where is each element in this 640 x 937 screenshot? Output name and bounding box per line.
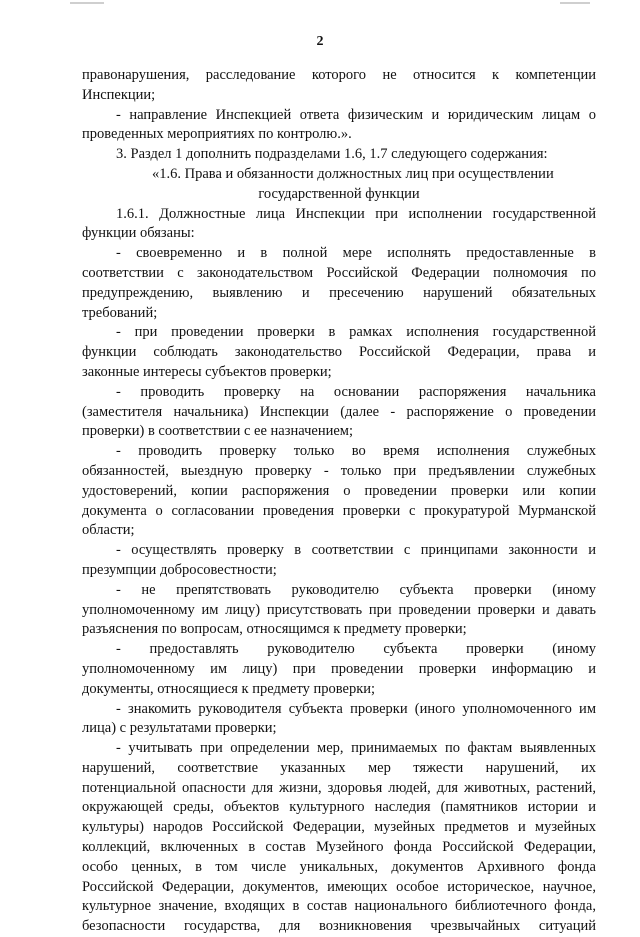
text-line: культурное значение, входящих в состав национального библиотечного фонда, (82, 898, 596, 915)
text-line: удостоверений, копии распоряжения о проведении проверки или копии (82, 482, 596, 499)
text-line: уполномоченному им лицу) присутствовать при проведении проверки и давать (82, 601, 596, 618)
text-line: - осуществлять проверку в соответствии с принципами законности и (116, 542, 596, 559)
text-line: нарушений, соответствие указанных мер тяжести нарушений, их (82, 759, 596, 776)
text-line: безопасности государства, для возникновения чрезвычайных ситуаций (82, 918, 596, 935)
text-line: Российской Федерации, документов, имеющих особое историческое, научное, (82, 878, 596, 895)
text-line: «1.6. Права и обязанности должностных лиц при осуществлении (152, 165, 554, 182)
text-line: проверки) в соответствии с ее назначением; (82, 423, 353, 440)
text-line: Инспекции; (82, 86, 156, 103)
text-line: потенциальной опасности для жизни, здоровья людей, для животных, растений, (82, 779, 596, 796)
text-line: обязанностей, выездную проверку - только при предъявлении служебных (82, 462, 596, 479)
scan-artifact-mark (560, 2, 590, 4)
text-line: лица) с результатами проверки; (82, 720, 277, 737)
text-line: соответствии с законодательством Российской Федерации полномочия по (82, 264, 596, 281)
text-line: предупреждению, выявлению и пресечению нарушений обязательных (82, 284, 596, 301)
text-line: 1.6.1. Должностные лица Инспекции при исполнении государственной (116, 205, 596, 222)
text-line: уполномоченному им лицу) при проведении проверки информацию и (82, 660, 596, 677)
text-line: - при проведении проверки в рамках исполнения государственной (116, 324, 596, 341)
text-line: (заместителя начальника) Инспекции (далее - распоряжение о проведении (82, 403, 596, 420)
text-line: области; (82, 522, 135, 539)
text-line: документы, относящиеся к предмету проверки; (82, 680, 376, 697)
text-line: правонарушения, расследование которого не относится к компетенции (82, 67, 596, 83)
page-number: 2 (316, 34, 324, 49)
text-line: проведенных мероприятиях по контролю.». (82, 126, 352, 143)
text-line: 3. Раздел 1 дополнить подразделами 1.6, 1.7 следующего содержания: (116, 146, 548, 163)
text-line: коллекций, включенных в состав Музейного фонда Российской Федерации, (82, 839, 596, 856)
text-line: окружающей среды, объектов культурного наследия (памятников истории и (82, 799, 596, 816)
text-line: презумпции добросовестности; (82, 561, 277, 578)
document-body (82, 66, 596, 937)
text-line: особо ценных, в том числе уникальных, документов Архивного фонда (82, 858, 596, 875)
text-line: - направление Инспекцией ответа физическим и юридическим лицам о (116, 106, 596, 123)
text-line: государственной функции (258, 185, 420, 202)
text-line: культуры) народов Российской Федерации, музейных предметов и музейных (82, 819, 596, 836)
text-line: - учитывать при определении мер, принимаемых по фактам выявленных (116, 740, 596, 757)
scan-artifact-mark (70, 2, 104, 4)
text-line: законные интересы субъектов проверки; (82, 363, 332, 380)
text-line: - предоставлять руководителю субъекта проверки (иному (116, 641, 596, 658)
text-line: - проводить проверку только во время исполнения служебных (116, 443, 596, 460)
text-line: документа о согласовании проведения проверки с прокуратурой Мурманской (82, 502, 596, 519)
text-line: функции соблюдать законодательство Российской Федерации, права и (82, 344, 596, 361)
text-line: - не препятствовать руководителю субъекта проверки (иному (116, 581, 596, 598)
text-line: - своевременно и в полной мере исполнять предоставленные в (116, 245, 596, 262)
text-line: - проводить проверку на основании распоряжения начальника (116, 383, 596, 400)
text-line: требований; (82, 304, 158, 321)
text-line: - знакомить руководителя субъекта проверки (иного уполномоченного им (116, 700, 596, 717)
text-line: функции обязаны: (82, 225, 195, 242)
text-line: разъяснения по вопросам, относящимся к предмету проверки; (82, 621, 467, 638)
